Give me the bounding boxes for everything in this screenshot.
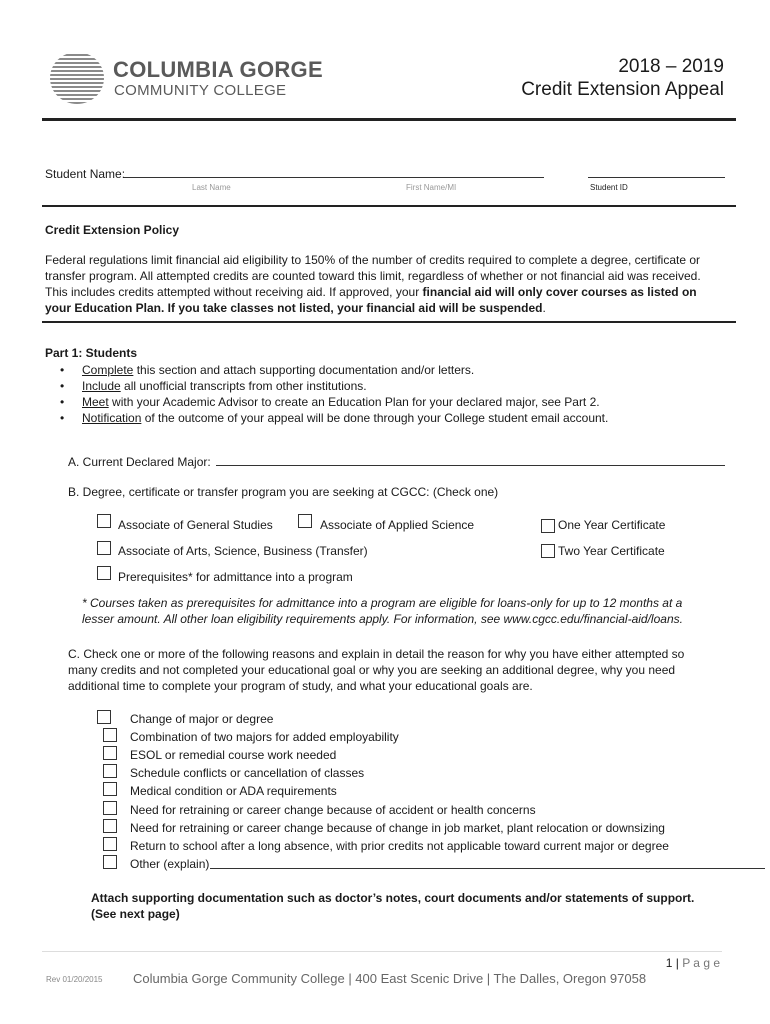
reason-change-of-major: Change of major or degree [130,712,274,726]
footer-address: Columbia Gorge Community College | 400 East Scenic Drive | The Dalles, Oregon 97058 [133,971,647,986]
checkbox-one-year-certificate[interactable] [541,519,555,533]
option-prerequisites: Prerequisites* for admittance into a program [118,570,353,584]
document-title: Credit Extension Appeal [521,79,724,100]
option-general-studies: Associate of General Studies [118,518,273,532]
footer-divider [42,951,722,952]
first-name-label: First Name/MI [406,183,457,192]
checkbox-general-studies[interactable] [97,514,111,528]
reason-esol: ESOL or remedial course work needed [130,748,337,762]
item-c-text: C. Check one or more of the following reasons and explain in detail the reason for why you have either attempted so many credits and not completed your educational goal or why you are seeking an additional degree, why you need additional time to complete your program of study, and what your educational goals are. [68,647,685,693]
option-two-year-certificate: Two Year Certificate [558,544,665,558]
reason-schedule-conflicts: Schedule conflicts or cancellation of classes [130,766,365,780]
policy-heading: Credit Extension Policy [45,223,180,237]
college-logo-name: COLUMBIA GORGE [113,57,323,82]
checkbox-return-to-school[interactable] [103,837,117,851]
reason-retraining-market: Need for retraining or career change because of change in job market, plant relocation or downsizing [130,821,665,835]
prerequisites-footnote: * Courses taken as prerequisites for admittance into a program are eligible for loans-only for up to 12 months at a lesser amount. All other loan eligibility requirements apply. For information, see www.cgcc.edu/financial-aid/loans. [82,596,683,626]
part1-bullet-list [60,362,608,426]
checkbox-retraining-health[interactable] [103,801,117,815]
reason-other: Other (explain) [130,857,210,871]
checkbox-two-year-certificate[interactable] [541,544,555,558]
checkbox-arts-science-business[interactable] [97,541,111,555]
declared-major-field[interactable] [216,452,725,466]
checkbox-two-majors[interactable] [103,728,117,742]
checkbox-medical[interactable] [103,782,117,796]
bullet-complete: • Complete this section and attach supporting documentation and/or letters. [60,363,475,377]
document-year: 2018 – 2019 [618,56,724,77]
option-applied-science: Associate of Applied Science [320,518,475,532]
bullet-meet: • Meet with your Academic Advisor to create an Education Plan for your declared major, see Part 2. [60,395,600,409]
checkbox-schedule-conflicts[interactable] [103,764,117,778]
other-explain-field[interactable] [210,856,765,869]
student-name-label: Student Name: [45,167,126,181]
reason-retraining-health: Need for retraining or career change because of accident or health concerns [130,803,536,817]
student-id-field[interactable] [588,164,725,178]
item-b-label: B. Degree, certificate or transfer program you are seeking at CGCC: (Check one) [68,485,499,499]
checkbox-retraining-market[interactable] [103,819,117,833]
reason-two-majors: Combination of two majors for added employability [130,730,399,744]
college-logo-subtitle: COMMUNITY COLLEGE [114,82,287,99]
policy-text: Federal regulations limit financial aid eligibility to 150% of the number of credits required to complete a degree, certificate or transfer program. All attempted credits are counted toward this limit, regardless of whether or not financial aid was received. This includes credits attempted without receiving aid. If approved, your financial aid will only cover courses as listed on your Education Plan. If you take classes not listed, your financial aid will be suspended. [45,253,701,315]
attach-documentation-note: Attach supporting documentation such as doctor’s notes, court documents and/or statements of support. (See next page) [91,891,695,921]
student-id-label: Student ID [590,183,628,192]
option-one-year-certificate: One Year Certificate [558,518,666,532]
last-name-label: Last Name [192,183,231,192]
student-name-field[interactable] [124,164,544,178]
header-divider [42,118,736,121]
checkbox-applied-science[interactable] [298,514,312,528]
bullet-include: • Include all unofficial transcripts from other institutions. [60,379,367,393]
checkbox-other[interactable] [103,855,117,869]
revision-date: Rev 01/20/2015 [46,975,103,984]
policy-divider [42,321,736,323]
item-a-label: A. Current Declared Major: [68,455,211,469]
checkbox-prerequisites[interactable] [97,566,111,580]
option-arts-science-business: Associate of Arts, Science, Business (Transfer) [118,544,368,558]
checkbox-change-of-major[interactable] [97,710,111,724]
college-logo-globe [50,52,104,104]
checkbox-esol[interactable] [103,746,117,760]
reason-medical: Medical condition or ADA requirements [130,784,337,798]
bullet-notification: • Notification of the outcome of your appeal will be done through your College student email account. [60,411,609,425]
page-number: 1 | P a g e [665,956,720,970]
part1-heading: Part 1: Students [45,346,138,360]
student-divider [42,205,736,207]
reason-return-to-school: Return to school after a long absence, with prior credits not applicable toward current major or degree [130,839,669,853]
